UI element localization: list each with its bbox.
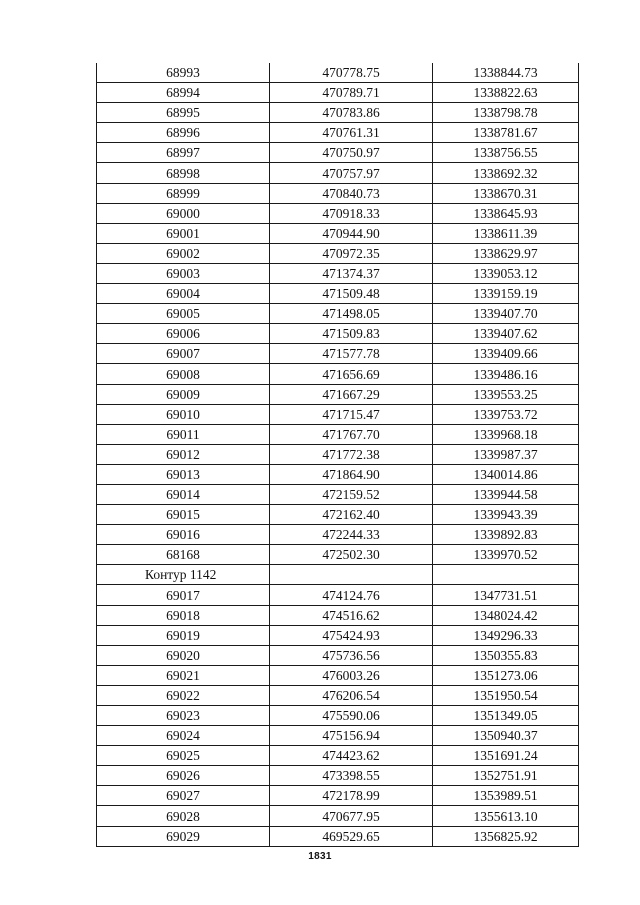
x-coordinate-cell: 470750.97 (270, 143, 433, 163)
y-coordinate-cell: 1339407.70 (433, 304, 579, 324)
x-coordinate-cell: 471498.05 (270, 304, 433, 324)
table-row (97, 706, 579, 726)
x-coordinate-cell: 471767.70 (270, 424, 433, 444)
point-number-cell: 69017 (97, 585, 270, 605)
table-row (97, 384, 579, 404)
y-coordinate-cell: 1339486.16 (433, 364, 579, 384)
y-coordinate-cell: 1338822.63 (433, 83, 579, 103)
x-coordinate-cell: 473398.55 (270, 766, 433, 786)
y-coordinate-cell: 1338798.78 (433, 103, 579, 123)
y-coordinate-cell: 1339053.12 (433, 263, 579, 283)
table-row (97, 726, 579, 746)
y-coordinate-cell: 1351691.24 (433, 746, 579, 766)
y-coordinate-cell: 1350940.37 (433, 726, 579, 746)
y-coordinate-cell: 1356825.92 (433, 826, 579, 846)
x-coordinate-cell: 476206.54 (270, 685, 433, 705)
point-number-cell: 68999 (97, 183, 270, 203)
point-number-cell: 68168 (97, 545, 270, 565)
table-row (97, 605, 579, 625)
x-coordinate-cell: 472244.33 (270, 525, 433, 545)
point-number-cell: 69020 (97, 645, 270, 665)
x-coordinate-cell: 472502.30 (270, 545, 433, 565)
x-coordinate-cell: 476003.26 (270, 665, 433, 685)
table-row (97, 143, 579, 163)
y-coordinate-cell: 1339968.18 (433, 424, 579, 444)
table-row (97, 505, 579, 525)
y-coordinate-cell: 1350355.83 (433, 645, 579, 665)
point-number-cell: 69004 (97, 284, 270, 304)
table-row (97, 685, 579, 705)
table-row (97, 826, 579, 846)
point-number-cell: 69029 (97, 826, 270, 846)
page-number: 1831 (308, 851, 332, 862)
section-label: Контур 1142 (97, 565, 270, 585)
x-coordinate-cell: 475156.94 (270, 726, 433, 746)
point-number-cell: 69027 (97, 786, 270, 806)
x-coordinate-cell: 471509.83 (270, 324, 433, 344)
x-coordinate-cell: 470677.95 (270, 806, 433, 826)
table-row (97, 324, 579, 344)
table-row (97, 123, 579, 143)
x-coordinate-cell: 471374.37 (270, 263, 433, 283)
x-coordinate-cell: 471509.48 (270, 284, 433, 304)
table-row (97, 103, 579, 123)
point-number-cell: 69000 (97, 203, 270, 223)
y-coordinate-cell: 1339753.72 (433, 404, 579, 424)
point-number-cell: 68995 (97, 103, 270, 123)
table-row (97, 243, 579, 263)
x-coordinate-cell: 475590.06 (270, 706, 433, 726)
y-coordinate-cell: 1351273.06 (433, 665, 579, 685)
table-row (97, 585, 579, 605)
table-row (97, 786, 579, 806)
x-coordinate-cell: 475424.93 (270, 625, 433, 645)
point-number-cell: 69023 (97, 706, 270, 726)
y-coordinate-cell: 1338781.67 (433, 123, 579, 143)
y-coordinate-cell: 1351349.05 (433, 706, 579, 726)
y-coordinate-cell: 1339970.52 (433, 545, 579, 565)
x-coordinate-cell: 471656.69 (270, 364, 433, 384)
point-number-cell: 69011 (97, 424, 270, 444)
table-row (97, 766, 579, 786)
x-coordinate-cell: 471715.47 (270, 404, 433, 424)
coordinates-table-body (97, 63, 579, 846)
table-row (97, 223, 579, 243)
x-coordinate-cell: 474516.62 (270, 605, 433, 625)
point-number-cell: 69016 (97, 525, 270, 545)
point-number-cell: 69024 (97, 726, 270, 746)
table-row (97, 263, 579, 283)
point-number-cell: 69002 (97, 243, 270, 263)
table-row (97, 344, 579, 364)
x-coordinate-cell: 474423.62 (270, 746, 433, 766)
x-coordinate-cell: 471667.29 (270, 384, 433, 404)
table-row (97, 625, 579, 645)
x-coordinate-cell: 472178.99 (270, 786, 433, 806)
table-row (97, 484, 579, 504)
point-number-cell: 68994 (97, 83, 270, 103)
table-row (97, 284, 579, 304)
point-number-cell: 69006 (97, 324, 270, 344)
x-coordinate-cell: 471772.38 (270, 444, 433, 464)
x-coordinate-cell: 470918.33 (270, 203, 433, 223)
y-coordinate-cell: 1355613.10 (433, 806, 579, 826)
table-row (97, 163, 579, 183)
point-number-cell: 69009 (97, 384, 270, 404)
y-coordinate-cell: 1348024.42 (433, 605, 579, 625)
y-coordinate-cell: 1338645.93 (433, 203, 579, 223)
x-coordinate-cell: 471577.78 (270, 344, 433, 364)
x-coordinate-cell: 475736.56 (270, 645, 433, 665)
x-coordinate-cell: 470972.35 (270, 243, 433, 263)
x-coordinate-cell: 470778.75 (270, 63, 433, 83)
table-row (97, 83, 579, 103)
table-row (97, 545, 579, 565)
point-number-cell: 69008 (97, 364, 270, 384)
x-coordinate-cell: 470757.97 (270, 163, 433, 183)
point-number-cell: 69019 (97, 625, 270, 645)
x-coordinate-cell: 470783.86 (270, 103, 433, 123)
point-number-cell: 68993 (97, 63, 270, 83)
table-row (97, 203, 579, 223)
x-coordinate-cell: 474124.76 (270, 585, 433, 605)
empty-cell (433, 565, 579, 585)
x-coordinate-cell: 470840.73 (270, 183, 433, 203)
y-coordinate-cell: 1351950.54 (433, 685, 579, 705)
table-row (97, 665, 579, 685)
table-row (97, 304, 579, 324)
y-coordinate-cell: 1352751.91 (433, 766, 579, 786)
point-number-cell: 69013 (97, 464, 270, 484)
y-coordinate-cell: 1339987.37 (433, 444, 579, 464)
point-number-cell: 68997 (97, 143, 270, 163)
point-number-cell: 69012 (97, 444, 270, 464)
table-row (97, 464, 579, 484)
y-coordinate-cell: 1340014.86 (433, 464, 579, 484)
empty-cell (270, 565, 433, 585)
x-coordinate-cell: 470789.71 (270, 83, 433, 103)
table-row (97, 364, 579, 384)
point-number-cell: 69015 (97, 505, 270, 525)
point-number-cell: 69010 (97, 404, 270, 424)
y-coordinate-cell: 1339892.83 (433, 525, 579, 545)
table-row (97, 424, 579, 444)
x-coordinate-cell: 470761.31 (270, 123, 433, 143)
table-row (97, 63, 579, 83)
point-number-cell: 69018 (97, 605, 270, 625)
point-number-cell: 69028 (97, 806, 270, 826)
point-number-cell: 68998 (97, 163, 270, 183)
point-number-cell: 69025 (97, 746, 270, 766)
y-coordinate-cell: 1347731.51 (433, 585, 579, 605)
table-row (97, 525, 579, 545)
y-coordinate-cell: 1339943.39 (433, 505, 579, 525)
point-number-cell: 69005 (97, 304, 270, 324)
x-coordinate-cell: 472159.52 (270, 484, 433, 504)
point-number-cell: 69007 (97, 344, 270, 364)
y-coordinate-cell: 1339553.25 (433, 384, 579, 404)
y-coordinate-cell: 1339409.66 (433, 344, 579, 364)
table-row (97, 806, 579, 826)
y-coordinate-cell: 1339407.62 (433, 324, 579, 344)
x-coordinate-cell: 472162.40 (270, 505, 433, 525)
point-number-cell: 69026 (97, 766, 270, 786)
y-coordinate-cell: 1338611.39 (433, 223, 579, 243)
table-row (97, 645, 579, 665)
y-coordinate-cell: 1338629.97 (433, 243, 579, 263)
point-number-cell: 69003 (97, 263, 270, 283)
point-number-cell: 68996 (97, 123, 270, 143)
point-number-cell: 69014 (97, 484, 270, 504)
y-coordinate-cell: 1339159.19 (433, 284, 579, 304)
y-coordinate-cell: 1338756.55 (433, 143, 579, 163)
y-coordinate-cell: 1353989.51 (433, 786, 579, 806)
y-coordinate-cell: 1338670.31 (433, 183, 579, 203)
table-row (97, 746, 579, 766)
point-number-cell: 69022 (97, 685, 270, 705)
table-row (97, 444, 579, 464)
y-coordinate-cell: 1339944.58 (433, 484, 579, 504)
y-coordinate-cell: 1338844.73 (433, 63, 579, 83)
section-header-row (97, 565, 579, 585)
x-coordinate-cell: 471864.90 (270, 464, 433, 484)
x-coordinate-cell: 470944.90 (270, 223, 433, 243)
x-coordinate-cell: 469529.65 (270, 826, 433, 846)
y-coordinate-cell: 1338692.32 (433, 163, 579, 183)
point-number-cell: 69021 (97, 665, 270, 685)
table-row (97, 183, 579, 203)
coordinates-table (96, 63, 579, 847)
point-number-cell: 69001 (97, 223, 270, 243)
table-row (97, 404, 579, 424)
y-coordinate-cell: 1349296.33 (433, 625, 579, 645)
